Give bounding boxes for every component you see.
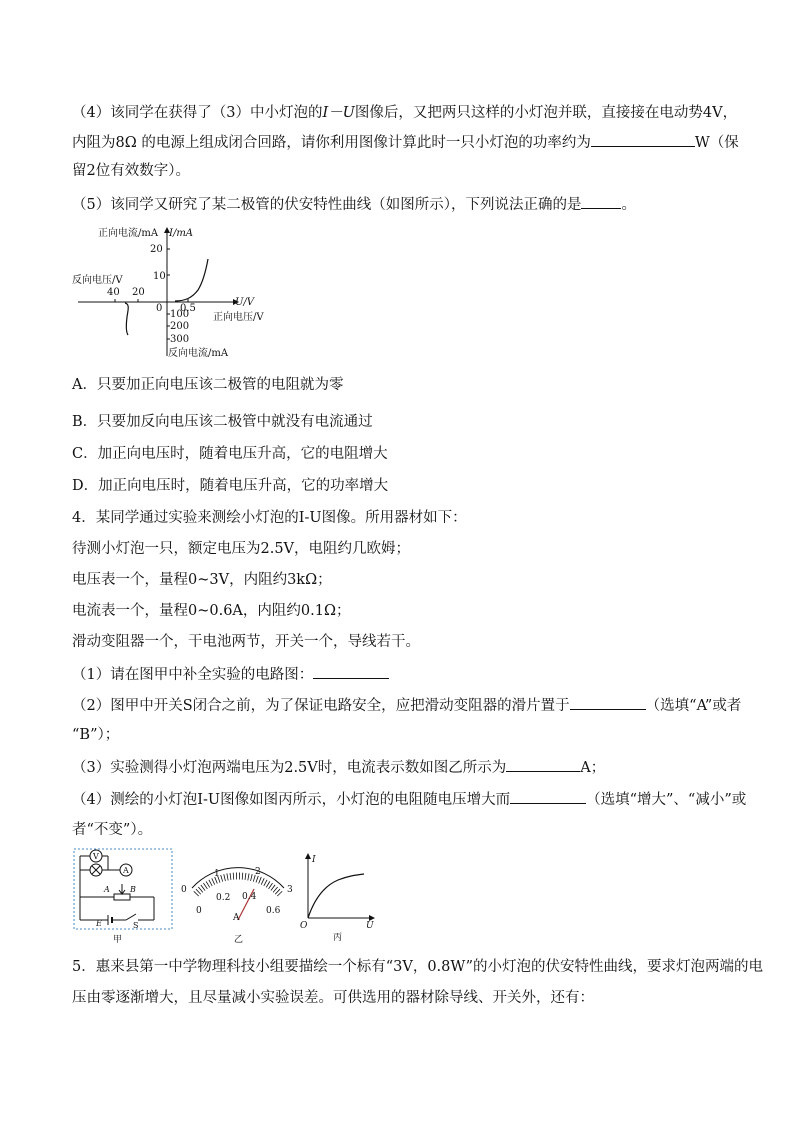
q3-part4-line1 bbox=[72, 103, 737, 123]
tick-label: 300 bbox=[170, 334, 190, 345]
q4-item2: 电压表一个，量程0~3V，内阻约3kΩ； bbox=[72, 572, 332, 588]
tick-label: 20 bbox=[150, 244, 163, 255]
option-c: C．加正向电压时，随着电压升高，它的电阻增大 bbox=[72, 446, 388, 462]
q4-part3 bbox=[72, 757, 605, 778]
q4-item3: 电流表一个，量程0~0.6A，内阻约0.1Ω； bbox=[72, 603, 351, 619]
option-d: D．加正向电压时，随着电压升高，它的功率增大 bbox=[72, 478, 389, 494]
q4-part2 bbox=[72, 695, 741, 716]
label-i-axis: I bbox=[312, 855, 316, 865]
answer-blank[interactable] bbox=[510, 789, 586, 804]
voltmeter-label: V bbox=[93, 852, 99, 861]
label-reverse-current: 反向电流/mA bbox=[168, 348, 229, 359]
option-b: B．只要加反向电压该二极管中就没有电流通过 bbox=[72, 414, 373, 430]
text: （1）请在图甲中补全实验的电路图： bbox=[72, 667, 314, 683]
tick-label: 100 bbox=[170, 309, 190, 320]
scale-label: 0.4 bbox=[242, 892, 257, 902]
q4-item4: 滑动变阻器一个，干电池两节，开关一个，导线若干。 bbox=[72, 634, 420, 650]
scale-label: 0.2 bbox=[216, 893, 231, 903]
label-forward-current: 正向电流/mA bbox=[98, 228, 159, 239]
text: A； bbox=[580, 760, 606, 776]
scale-label: 0 bbox=[181, 885, 187, 895]
tick-label: 0 bbox=[156, 303, 163, 314]
text: （选填“A”或者 bbox=[645, 698, 742, 714]
label-origin: O bbox=[300, 921, 308, 931]
caption-bing: 丙 bbox=[333, 933, 343, 943]
answer-blank[interactable] bbox=[581, 194, 621, 209]
figure-bing-graph bbox=[298, 850, 382, 944]
label-forward-voltage: 正向电压/V bbox=[213, 312, 264, 323]
option-a: A．只要加正向电压该二极管的电阻就为零 bbox=[72, 377, 344, 393]
text: 图像后，又把两只这样的小灯泡并联，直接接在电动势4V， bbox=[354, 105, 738, 121]
text: （4）该同学在获得了（3）中小灯泡的 bbox=[72, 105, 323, 121]
figure-yi-meter bbox=[178, 858, 298, 948]
label-i-axis: I/mA bbox=[169, 228, 194, 239]
caption-yi: 乙 bbox=[234, 935, 244, 945]
text: （选填“增大”、“减小”或 bbox=[586, 792, 747, 808]
answer-blank[interactable] bbox=[570, 695, 646, 710]
q4-part4 bbox=[72, 789, 746, 810]
q3-part4-line2 bbox=[72, 132, 739, 153]
battery-label: E bbox=[96, 919, 102, 928]
q4-title: 4．某同学通过实验来测绘小灯泡的I-U图像。所用器材如下： bbox=[72, 510, 467, 526]
text: 。 bbox=[621, 197, 636, 213]
label-u-axis: U bbox=[366, 921, 374, 931]
q3-part4-line3: 留2位有效数字）。 bbox=[72, 163, 190, 179]
scale-label: 3 bbox=[287, 885, 293, 895]
q4-part4-cont: 者“不变”）。 bbox=[72, 822, 153, 838]
tick-label: 40 bbox=[107, 287, 120, 298]
text: （4）测绘的小灯泡I-U图像如图丙所示，小灯泡的电阻随电压增大而 bbox=[72, 792, 511, 808]
q3-part5-line1 bbox=[72, 194, 636, 215]
q4-part2-cont: “B”）； bbox=[72, 727, 120, 743]
scale-label: 0.6 bbox=[266, 906, 281, 916]
figure-jia-circuit bbox=[70, 846, 176, 946]
answer-blank[interactable] bbox=[313, 664, 389, 679]
slider-b-label: B bbox=[130, 885, 136, 894]
figure-border bbox=[74, 849, 172, 929]
scale-label: 2 bbox=[255, 867, 261, 877]
forward-curve bbox=[175, 259, 208, 301]
scale-label: 0 bbox=[196, 906, 202, 916]
scale-label: 1 bbox=[214, 869, 220, 879]
tick-label: 0.5 bbox=[180, 303, 196, 314]
label-reverse-voltage: 反向电压/V bbox=[72, 275, 123, 286]
text: （3）实验测得小灯泡两端电压为2.5V时，电流表示数如图乙所示为 bbox=[72, 760, 507, 776]
slider-a-label: A bbox=[104, 885, 110, 894]
tick-label: 200 bbox=[170, 321, 190, 332]
iu-curve bbox=[308, 874, 364, 918]
text: W（保 bbox=[694, 135, 739, 151]
reverse-curve bbox=[125, 303, 128, 335]
graph-name: I－U bbox=[322, 105, 355, 121]
rheostat-icon bbox=[114, 894, 130, 900]
tick-label: 10 bbox=[153, 271, 166, 282]
q5-line1: 5．惠来县第一中学物理科技小组要描绘一个标有“3V，0.8W”的小灯泡的伏安特性曲线，要求灯泡两端的电 bbox=[72, 959, 763, 975]
caption-jia: 甲 bbox=[113, 935, 123, 945]
answer-blank[interactable] bbox=[591, 132, 695, 147]
diode-iv-graph bbox=[70, 222, 290, 362]
q4-part1 bbox=[72, 664, 389, 685]
ammeter-label: A bbox=[123, 866, 129, 875]
label-u-axis: U/V bbox=[235, 297, 255, 308]
switch-icon bbox=[126, 914, 136, 920]
answer-blank[interactable] bbox=[506, 757, 580, 772]
text: （2）图甲中开关S闭合之前，为了保证电路安全，应把滑动变阻器的滑片置于 bbox=[72, 698, 570, 714]
q5-line2: 压由零逐渐增大，且尽量减小实验误差。可供选用的器材除导线、开关外，还有： bbox=[72, 990, 594, 1006]
text: （5）该同学又研究了某二极管的伏安特性曲线（如图所示），下列说法正确的是 bbox=[72, 197, 582, 213]
q4-item1: 待测小灯泡一只，额定电压为2.5V，电阻约几欧姆； bbox=[72, 541, 411, 557]
scale-ticks bbox=[196, 876, 280, 894]
meter-unit: A bbox=[233, 913, 240, 923]
switch-label: S bbox=[133, 921, 139, 930]
text: 内阻为8Ω 的电源上组成闭合回路，请你利用图像计算此时一只小灯泡的功率约为 bbox=[72, 135, 591, 151]
tick-label: 20 bbox=[132, 287, 145, 298]
scale-arc bbox=[192, 868, 284, 888]
